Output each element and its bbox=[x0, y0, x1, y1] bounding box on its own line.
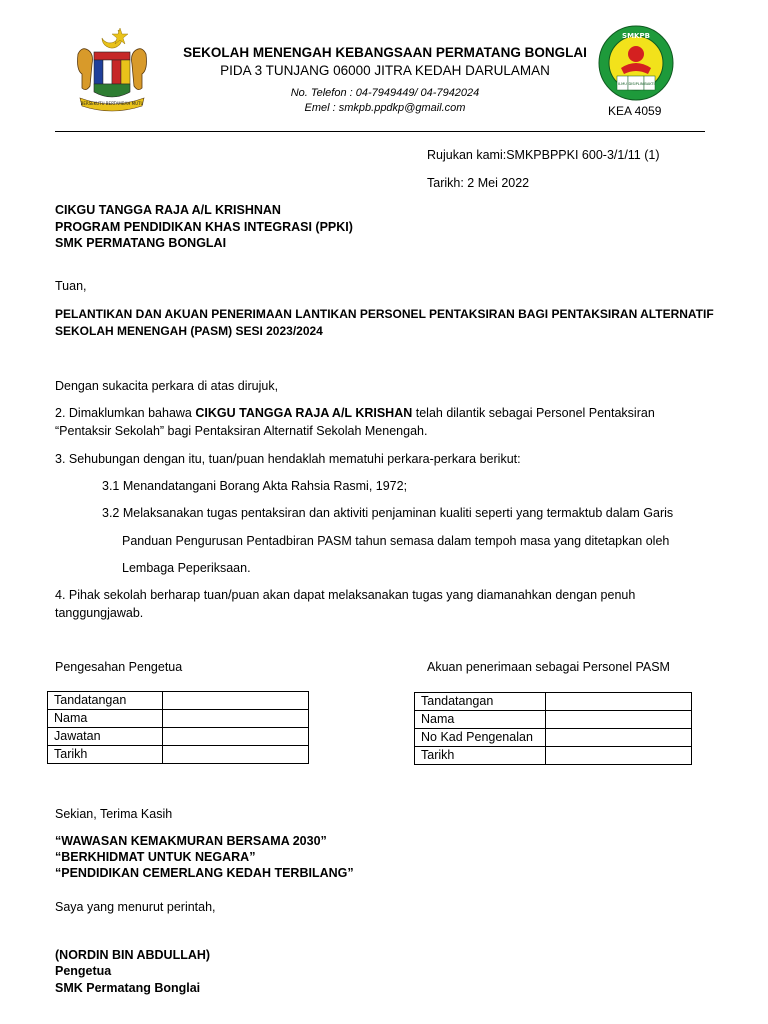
signer-school: SMK Permatang Bonglai bbox=[55, 981, 201, 995]
slogan-1: “WAWASAN KEMAKMURAN BERSAMA 2030” bbox=[55, 834, 327, 848]
table-input-cell[interactable] bbox=[163, 746, 309, 764]
table-row bbox=[48, 692, 309, 710]
school-phone: No. Telefon : 04-7949449/ 04-7942024 bbox=[290, 87, 480, 99]
table-input-cell[interactable] bbox=[546, 711, 692, 729]
closing-thanks: Sekian, Terima Kasih bbox=[55, 807, 173, 821]
recipient-line-1: CIKGU TANGGA RAJA A/L KRISHNAN bbox=[55, 203, 281, 217]
salutation: Tuan, bbox=[55, 279, 87, 293]
coat-of-arms-logo bbox=[72, 24, 152, 124]
school-name: SEKOLAH MENENGAH KEBANGSAAN PERMATANG BONGLAI bbox=[183, 45, 587, 60]
school-email: Emel : smkpb.ppdkp@gmail.com bbox=[304, 102, 466, 114]
table-row bbox=[48, 710, 309, 728]
paragraph-2-line-2: “Pentaksir Sekolah” bagi Pentaksiran Alternatif Sekolah Menengah. bbox=[55, 424, 428, 438]
subject-line-1: PELANTIKAN DAN AKUAN PENERIMAAN LANTIKAN PERSONEL PENTAKSIRAN BAGI PENTAKSIRAN ALTERNATIF bbox=[55, 307, 714, 321]
school-logo bbox=[597, 24, 675, 102]
table-input-cell[interactable] bbox=[163, 728, 309, 746]
personnel-acceptance-title: Akuan penerimaan sebagai Personel PASM bbox=[427, 660, 670, 674]
table-row bbox=[415, 693, 692, 711]
personnel-acceptance-table bbox=[414, 692, 692, 765]
logo-right-text: BAKTI bbox=[644, 82, 655, 86]
paragraph-3: 3. Sehubungan dengan itu, tuan/puan hendaklah mematuhi perkara-perkara berikut: bbox=[55, 452, 521, 466]
table-label: Tarikh bbox=[48, 746, 163, 764]
paragraph-2-prefix: 2. Dimaklumkan bahawa bbox=[55, 406, 196, 420]
recipient-line-3: SMK PERMATANG BONGLAI bbox=[55, 236, 227, 250]
paragraph-3-2-line-1: 3.2 Melaksanakan tugas pentaksiran dan aktiviti penjaminan kualiti seperti yang termaktub dalam Garis bbox=[102, 506, 674, 520]
table-row bbox=[415, 729, 692, 747]
paragraph-4-line-1: 4. Pihak sekolah berharap tuan/puan akan dapat melaksanakan tugas yang diamanahkan dengan penuh bbox=[55, 588, 636, 602]
logo-left-text: ILMU bbox=[618, 82, 627, 86]
paragraph-4-line-2: tanggungjawab. bbox=[55, 606, 144, 620]
table-label: Tandatangan bbox=[48, 692, 163, 710]
subject-line-2: SEKOLAH MENENGAH (PASM) SESI 2023/2024 bbox=[55, 324, 323, 338]
signer-title: Pengetua bbox=[55, 964, 112, 978]
principal-verification-title: Pengesahan Pengetua bbox=[55, 660, 183, 674]
table-input-cell[interactable] bbox=[163, 692, 309, 710]
principal-verification-table bbox=[47, 691, 309, 764]
paragraph-2-suffix: telah dilantik sebagai Personel Pentaksiran bbox=[412, 406, 655, 420]
slogan-3: “PENDIDIKAN CEMERLANG KEDAH TERBILANG” bbox=[55, 866, 354, 880]
header-divider bbox=[55, 131, 705, 132]
table-input-cell[interactable] bbox=[546, 729, 692, 747]
recipient-line-2: PROGRAM PENDIDIKAN KHAS INTEGRASI (PPKI) bbox=[55, 220, 353, 234]
paragraph-1: Dengan sukacita perkara di atas dirujuk, bbox=[55, 379, 279, 393]
crest-motto-text: BERSEKUTU BERTAMBAH MUTU bbox=[80, 101, 144, 106]
closing-order: Saya yang menurut perintah, bbox=[55, 900, 216, 914]
letter-date: Tarikh: 2 Mei 2022 bbox=[427, 176, 530, 190]
reference-number: Rujukan kami:SMKPBPPKI 600-3/1/11 (1) bbox=[427, 148, 660, 162]
slogan-2: “BERKHIDMAT UNTUK NEGARA” bbox=[55, 850, 256, 864]
table-input-cell[interactable] bbox=[163, 710, 309, 728]
school-address: PIDA 3 TUNJANG 06000 JITRA KEDAH DARULAMAN bbox=[220, 63, 550, 78]
logo-top-text: SMKPB bbox=[622, 32, 650, 40]
appointee-name: CIKGU TANGGA RAJA A/L KRISHAN bbox=[195, 406, 413, 420]
logo-center-text: DISIPLIN bbox=[628, 82, 644, 86]
paragraph-2-line-1 bbox=[55, 406, 655, 420]
signer-name: (NORDIN BIN ABDULLAH) bbox=[55, 948, 211, 962]
table-row bbox=[48, 728, 309, 746]
table-label: Tarikh bbox=[415, 747, 546, 765]
table-label: Tandatangan bbox=[415, 693, 546, 711]
paragraph-3-2-line-3: Lembaga Peperiksaan. bbox=[122, 561, 251, 575]
table-label: No Kad Pengenalan bbox=[415, 729, 546, 747]
table-row bbox=[48, 746, 309, 764]
table-input-cell[interactable] bbox=[546, 693, 692, 711]
school-code: KEA 4059 bbox=[608, 104, 662, 118]
paragraph-3-2-line-2: Panduan Pengurusan Pentadbiran PASM tahun semasa dalam tempoh masa yang ditetapkan oleh bbox=[122, 534, 670, 548]
table-label: Nama bbox=[415, 711, 546, 729]
paragraph-3-1: 3.1 Menandatangani Borang Akta Rahsia Rasmi, 1972; bbox=[102, 479, 408, 493]
table-label: Jawatan bbox=[48, 728, 163, 746]
table-row bbox=[415, 711, 692, 729]
table-row bbox=[415, 747, 692, 765]
table-label: Nama bbox=[48, 710, 163, 728]
table-input-cell[interactable] bbox=[546, 747, 692, 765]
